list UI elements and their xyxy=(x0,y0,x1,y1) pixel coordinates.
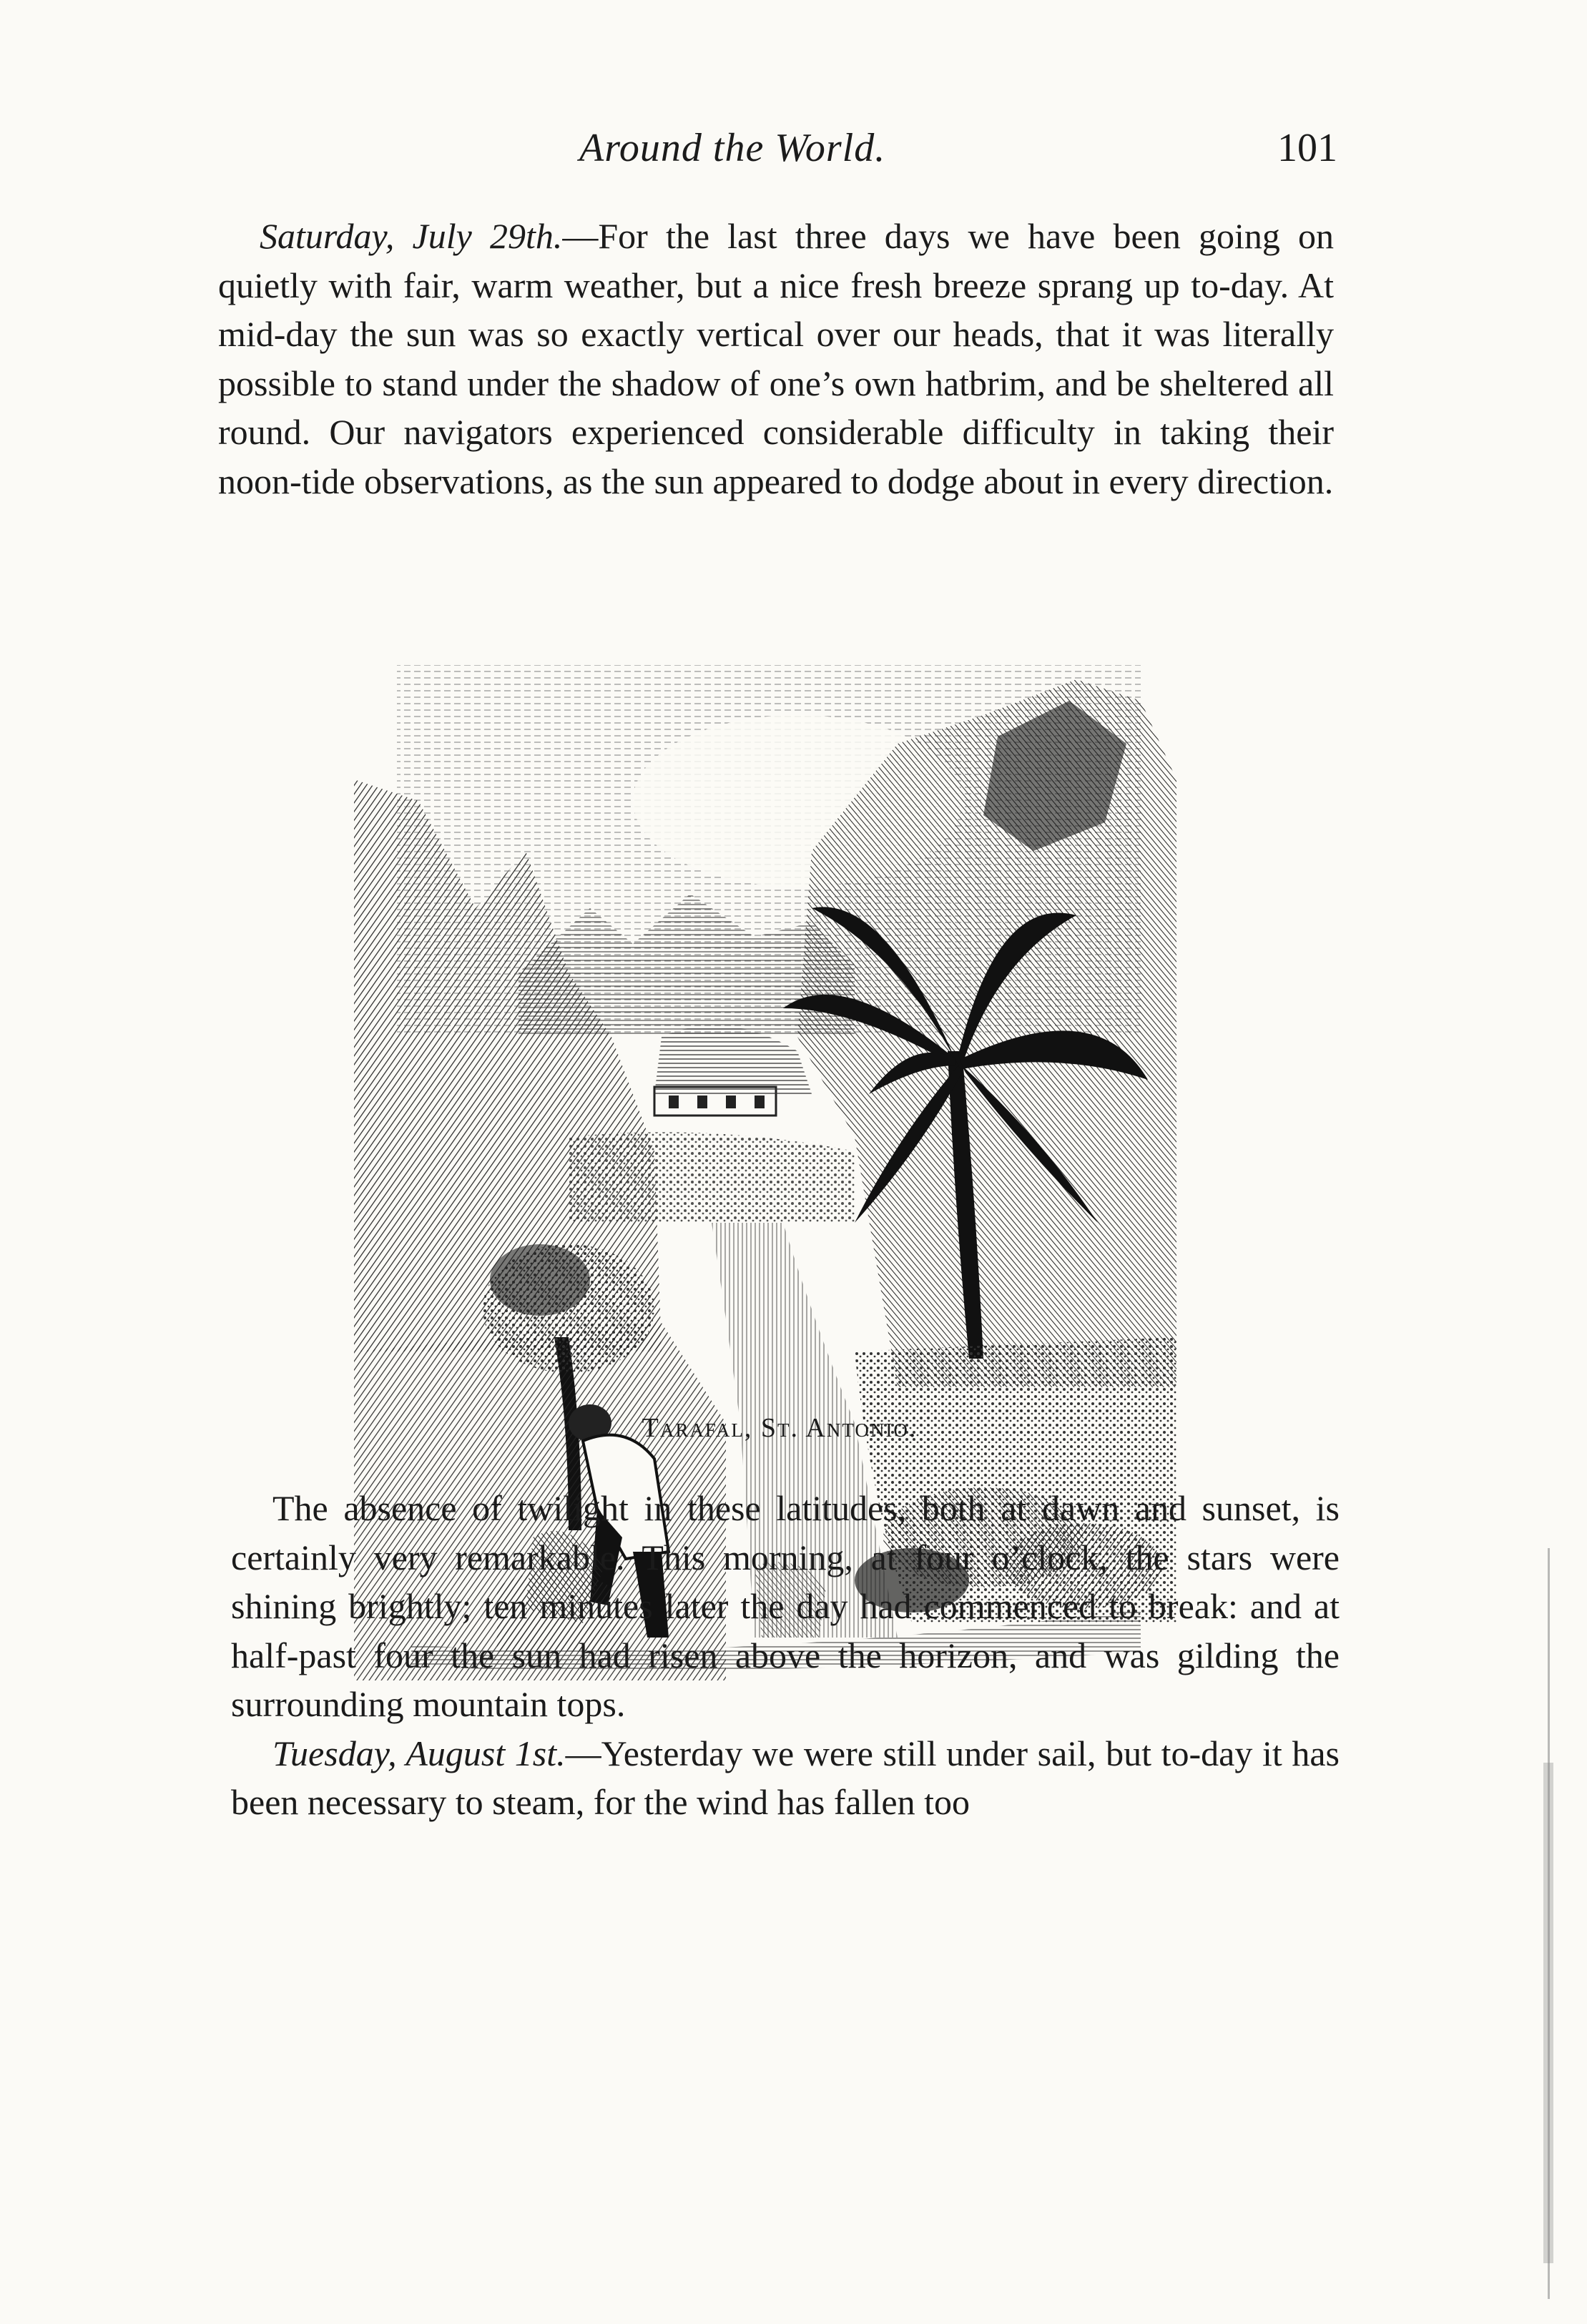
running-title: Around the World. xyxy=(579,126,886,170)
page-number: 101 xyxy=(1277,126,1337,170)
twilight-paragraph: The absence of twilight in these latitudes, both at dawn and sunset, is certainly very remarkable. This morning, at four o’clock, the stars were shining brightly; ten minutes later the day had commenced to break: and at half-past four the sun had risen above the horizon, and was gilding the surrounding mountain tops. xyxy=(231,1488,1340,1724)
figure-caption: Tarafal, St. Antonio. xyxy=(642,1413,918,1443)
entry-date: Saturday, July 29th. xyxy=(260,216,563,256)
scan-edge-artifact xyxy=(1538,1548,1566,2299)
diary-entry-saturday xyxy=(218,212,1334,506)
entry-text-tuesday: —Yesterday we were still under sail, but to-day it has been necessary to steam, for the wind has fallen too xyxy=(231,1733,1340,1822)
running-header xyxy=(215,125,1337,175)
entry-date-tuesday: Tuesday, August 1st. xyxy=(272,1733,566,1773)
diary-entry-tuesday xyxy=(231,1484,1340,1827)
entry-text: —For the last three days we have been going on quietly with fair, warm weather, but a nice fresh breeze sprang up to-day. At mid-day the sun was so exactly vertical over our heads, that it was literally possible to stand under the shadow of one’s own hatbrim, and be sheltered all round. Our navigators experienced considerable difficulty in taking their noon-tide observations, as the sun appeared to dodge about in every direction. xyxy=(218,216,1334,501)
